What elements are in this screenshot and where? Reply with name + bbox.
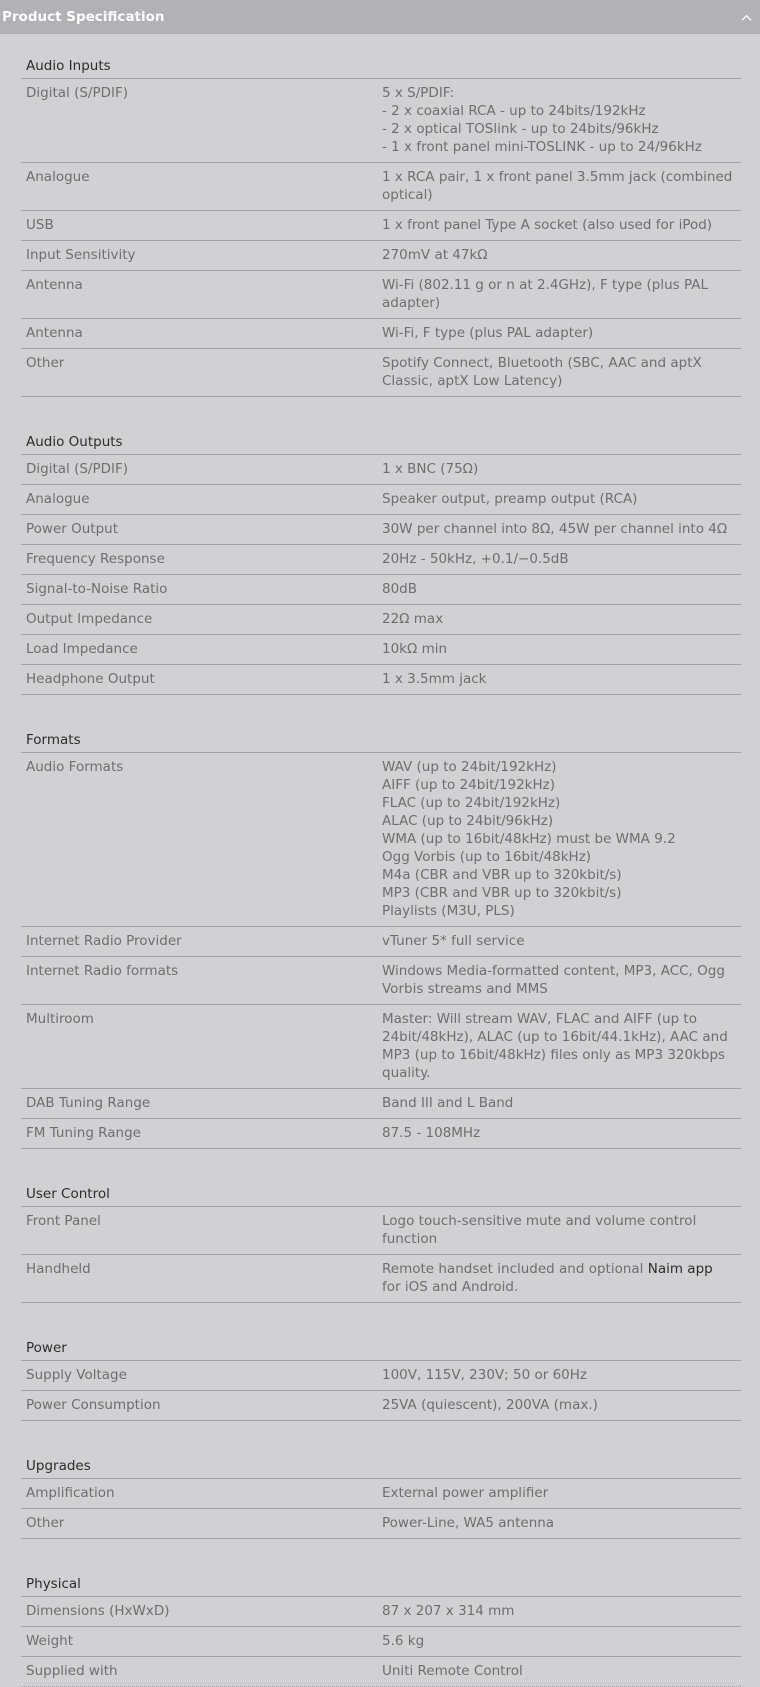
spec-value: Logo touch-sensitive mute and volume control function	[382, 1213, 697, 1247]
spec-label: DAB Tuning Range	[26, 1095, 151, 1111]
spec-label: Multiroom	[26, 1011, 94, 1027]
spec-label: Power Output	[26, 521, 119, 537]
chevron-up-icon[interactable]	[741, 12, 752, 23]
spec-label: Digital (S/PDIF)	[26, 85, 129, 101]
spec-value: 87.5 - 108MHz	[382, 1125, 481, 1141]
spec-label: Front Panel	[26, 1213, 101, 1229]
spec-label: Dimensions (HxWxD)	[26, 1603, 170, 1619]
spec-content	[0, 34, 760, 1687]
spec-header[interactable]	[0, 0, 760, 34]
spec-row	[21, 635, 741, 665]
spec-label: Amplification	[26, 1485, 115, 1501]
spec-value-text: Remote handset included and optional	[382, 1261, 648, 1277]
spec-row	[21, 515, 741, 545]
spec-value: 20Hz - 50kHz, +0.1/−0.5dB	[382, 551, 569, 567]
spec-value: Power-Line, WA5 antenna	[382, 1515, 555, 1531]
spec-label: Internet Radio formats	[26, 963, 179, 979]
spec-label: Analogue	[26, 491, 90, 507]
spec-label: Weight	[26, 1633, 74, 1649]
spec-row	[21, 1479, 741, 1509]
spec-label: Output Impedance	[26, 611, 153, 627]
spec-label: Other	[26, 1515, 65, 1531]
naim-app-link[interactable]: Naim app	[647, 1261, 713, 1277]
spec-section	[21, 58, 741, 397]
header-title: Product Specification	[2, 9, 165, 25]
spec-section	[21, 1327, 741, 1421]
spec-label: Headphone Output	[26, 671, 155, 687]
spec-value: 5.6 kg	[382, 1633, 425, 1649]
spec-row	[21, 1089, 741, 1119]
spec-row	[21, 605, 741, 635]
spec-row	[21, 1361, 741, 1391]
spec-row	[21, 1119, 741, 1149]
spec-value: 30W per channel into 8Ω, 45W per channel into 4Ω	[382, 521, 728, 537]
spec-value: Master: Will stream WAV, FLAC and AIFF (up to 24bit/48kHz), ALAC (up to 16bit/44.1kHz), AAC and MP3 (up to 16bit/48kHz) files only as MP3 320kbps quality.	[382, 1011, 728, 1081]
spec-label: USB	[26, 217, 54, 233]
spec-value: Spotify Connect, Bluetooth (SBC, AAC and aptX Classic, aptX Low Latency)	[382, 355, 702, 389]
spec-value: 22Ω max	[382, 611, 444, 627]
spec-section	[21, 1445, 741, 1539]
spec-value: vTuner 5* full service	[382, 933, 525, 949]
spec-value: 80dB	[382, 581, 418, 597]
spec-value: Band III and L Band	[382, 1095, 514, 1111]
spec-row	[21, 1657, 741, 1687]
section-title: Audio Inputs	[21, 58, 741, 79]
spec-section	[21, 1173, 741, 1303]
spec-value: WAV (up to 24bit/192kHz) AIFF (up to 24bit/192kHz) FLAC (up to 24bit/192kHz) ALAC (up to 24bit/96kHz) WMA (up to 16bit/48kHz) must be WMA 9.2 Ogg Vorbis (up to 16bit/48kHz) M4a (CBR and VBR up to 320kbit/s) MP3 (CBR and VBR up to 320kbit/s) Playlists (M3U, PLS)	[382, 759, 676, 919]
spec-value: Speaker output, preamp output (RCA)	[382, 491, 638, 507]
spec-row	[21, 1627, 741, 1657]
section-title: Upgrades	[21, 1445, 741, 1479]
spec-row	[21, 163, 741, 211]
spec-row	[21, 1255, 741, 1303]
spec-value: 25VA (quiescent), 200VA (max.)	[382, 1397, 598, 1413]
spec-value: Wi-Fi (802.11 g or n at 2.4GHz), F type (plus PAL adapter)	[382, 277, 708, 311]
spec-value	[377, 1255, 741, 1302]
spec-row	[21, 1207, 741, 1255]
spec-label: Analogue	[26, 169, 90, 185]
spec-label: Frequency Response	[26, 551, 165, 567]
spec-value: External power amplifier	[382, 1485, 549, 1501]
spec-value: 1 x RCA pair, 1 x front panel 3.5mm jack (combined optical)	[382, 169, 733, 203]
spec-row	[21, 1391, 741, 1421]
spec-label: Antenna	[26, 277, 83, 293]
spec-value: 1 x BNC (75Ω)	[382, 461, 479, 477]
section-title: Formats	[21, 719, 741, 753]
spec-label: Supplied with	[26, 1663, 118, 1679]
spec-value: Wi-Fi, F type (plus PAL adapter)	[382, 325, 594, 341]
spec-row	[21, 319, 741, 349]
spec-value: Windows Media-formatted content, MP3, ACC, Ogg Vorbis streams and MMS	[382, 963, 725, 997]
spec-value: 100V, 115V, 230V; 50 or 60Hz	[382, 1367, 587, 1383]
spec-label: Audio Formats	[26, 759, 124, 775]
spec-section	[21, 719, 741, 1149]
spec-row	[21, 241, 741, 271]
spec-label: Load Impedance	[26, 641, 138, 657]
spec-row	[21, 271, 741, 319]
spec-row	[21, 575, 741, 605]
spec-value: 270mV at 47kΩ	[382, 247, 488, 263]
spec-row	[21, 957, 741, 1005]
spec-row	[21, 927, 741, 957]
spec-value-text: for iOS and Android.	[382, 1279, 519, 1295]
section-title: User Control	[21, 1173, 741, 1207]
spec-row	[21, 665, 741, 695]
spec-label: Signal-to-Noise Ratio	[26, 581, 168, 597]
spec-row	[21, 545, 741, 575]
spec-row	[21, 1597, 741, 1627]
spec-label: Power Consumption	[26, 1397, 161, 1413]
section-title: Physical	[21, 1563, 741, 1597]
spec-row	[21, 211, 741, 241]
spec-label: Internet Radio Provider	[26, 933, 182, 949]
spec-row	[21, 1005, 741, 1089]
section-title: Audio Outputs	[21, 421, 741, 455]
spec-value: 10kΩ min	[382, 641, 448, 657]
spec-row	[21, 349, 741, 397]
spec-row	[21, 455, 741, 485]
spec-label: Other	[26, 355, 65, 371]
spec-label: Handheld	[26, 1261, 91, 1277]
spec-value: 1 x 3.5mm jack	[382, 671, 487, 687]
spec-label: Antenna	[26, 325, 83, 341]
spec-label: Digital (S/PDIF)	[26, 461, 129, 477]
spec-row	[21, 1509, 741, 1539]
spec-value: 5 x S/PDIF: - 2 x coaxial RCA - up to 24bits/192kHz - 2 x optical TOSlink - up to 24bits/96kHz - 1 x front panel mini-TOSLINK - up to 24/96kHz	[382, 85, 702, 155]
section-title: Power	[21, 1327, 741, 1361]
spec-section	[21, 421, 741, 695]
spec-row	[21, 485, 741, 515]
spec-row	[21, 753, 741, 927]
spec-value: 1 x front panel Type A socket (also used for iPod)	[382, 217, 713, 233]
spec-label: FM Tuning Range	[26, 1125, 141, 1141]
spec-label: Input Sensitivity	[26, 247, 136, 263]
spec-value: Uniti Remote Control	[382, 1663, 523, 1679]
spec-label: Supply Voltage	[26, 1367, 127, 1383]
spec-section	[21, 1563, 741, 1687]
spec-value: 87 x 207 x 314 mm	[382, 1603, 515, 1619]
spec-row	[21, 79, 741, 163]
